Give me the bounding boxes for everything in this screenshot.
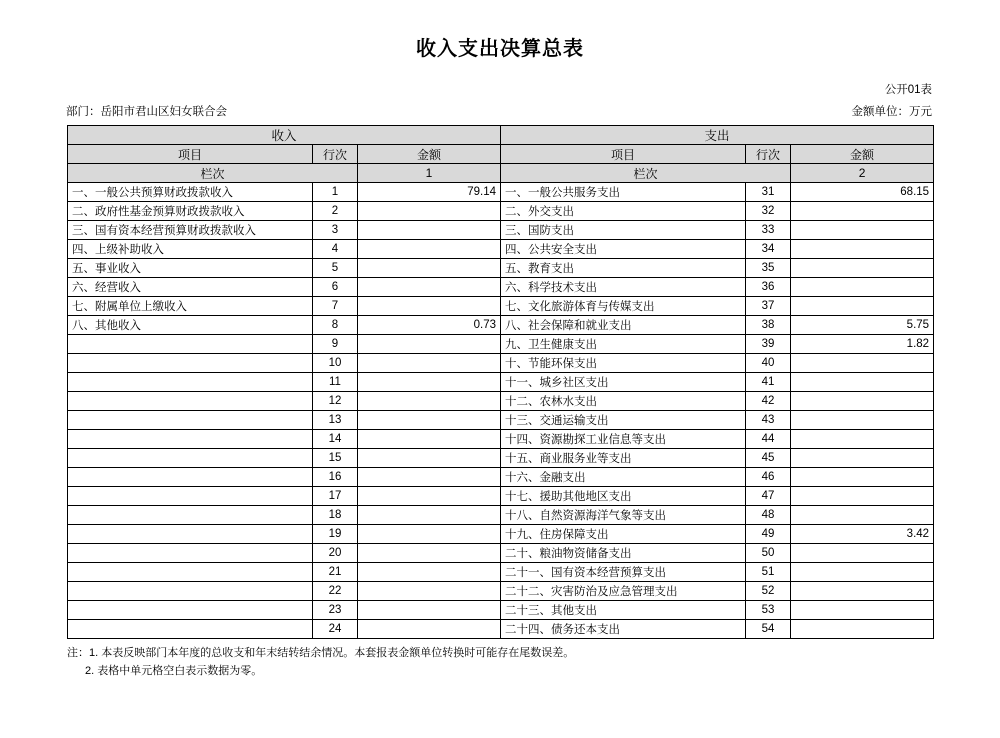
income-item-cell: [68, 354, 313, 373]
budget-table: [67, 125, 934, 639]
expenditure-amount-cell: [791, 620, 934, 639]
income-amount-cell: [358, 335, 501, 354]
expenditure-rowno-cell: 39: [746, 335, 791, 354]
income-amount-cell: [358, 430, 501, 449]
expenditure-item-cell: 七、文化旅游体育与传媒支出: [501, 297, 746, 316]
income-amount-cell: [358, 582, 501, 601]
table-row: [68, 506, 934, 525]
expenditure-amount-cell: [791, 373, 934, 392]
income-amount-cell: [358, 411, 501, 430]
note-line-2: 2. 表格中单元格空白表示数据为零。: [85, 664, 263, 677]
table-row: [68, 316, 934, 335]
income-item-cell: [68, 487, 313, 506]
income-item-cell: [68, 430, 313, 449]
table-row: [68, 620, 934, 639]
income-item-cell: 七、附属单位上缴收入: [68, 297, 313, 316]
group-header-expenditure: 支出: [501, 126, 934, 145]
expenditure-rowno-cell: 49: [746, 525, 791, 544]
expenditure-rowno-cell: 34: [746, 240, 791, 259]
income-item-cell: [68, 563, 313, 582]
income-amount-cell: [358, 449, 501, 468]
income-amount-cell: [358, 525, 501, 544]
form-code-label: 公开01表: [884, 84, 932, 96]
table-row: [68, 392, 934, 411]
income-amount-cell: [358, 620, 501, 639]
table-row: [68, 468, 934, 487]
department-label: 部门：岳阳市君山区妇女联合会: [66, 106, 227, 118]
expenditure-amount-cell: [791, 506, 934, 525]
column-header-expenditure-amount: 金额: [791, 145, 934, 164]
income-rowno-cell: 23: [313, 601, 358, 620]
expenditure-amount-cell: [791, 240, 934, 259]
expenditure-item-cell: 二十二、灾害防治及应急管理支出: [501, 582, 746, 601]
expenditure-rowno-cell: 46: [746, 468, 791, 487]
income-item-cell: [68, 620, 313, 639]
income-item-cell: 一、一般公共预算财政拨款收入: [68, 183, 313, 202]
expenditure-item-cell: 十六、金融支出: [501, 468, 746, 487]
income-amount-cell: [358, 544, 501, 563]
group-header-income: 收入: [68, 126, 501, 145]
expenditure-item-cell: 十、节能环保支出: [501, 354, 746, 373]
income-rowno-cell: 1: [313, 183, 358, 202]
expenditure-item-cell: 五、教育支出: [501, 259, 746, 278]
income-item-cell: 五、事业收入: [68, 259, 313, 278]
income-rowno-cell: 3: [313, 221, 358, 240]
table-row: [68, 544, 934, 563]
income-item-cell: [68, 506, 313, 525]
column-index-label-income: 栏次: [68, 164, 358, 183]
table-row: [68, 335, 934, 354]
expenditure-amount-cell: 68.15: [791, 183, 934, 202]
income-amount-cell: 79.14: [358, 183, 501, 202]
table-column-index-row: [68, 164, 934, 183]
income-amount-cell: [358, 259, 501, 278]
expenditure-amount-cell: [791, 202, 934, 221]
income-amount-cell: [358, 487, 501, 506]
income-item-cell: 六、经营收入: [68, 278, 313, 297]
income-rowno-cell: 5: [313, 259, 358, 278]
income-amount-cell: [358, 202, 501, 221]
column-header-income-rowno: 行次: [313, 145, 358, 164]
column-index-label-expenditure: 栏次: [501, 164, 791, 183]
budget-table-wrapper: [67, 125, 933, 639]
expenditure-amount-cell: [791, 468, 934, 487]
income-item-cell: [68, 525, 313, 544]
expenditure-amount-cell: [791, 582, 934, 601]
income-item-cell: [68, 335, 313, 354]
expenditure-item-cell: 二十、粮油物资储备支出: [501, 544, 746, 563]
expenditure-rowno-cell: 43: [746, 411, 791, 430]
expenditure-item-cell: 十五、商业服务业等支出: [501, 449, 746, 468]
meta-row: [0, 103, 1000, 119]
income-amount-cell: [358, 240, 501, 259]
income-amount-cell: [358, 506, 501, 525]
income-amount-cell: [358, 373, 501, 392]
income-rowno-cell: 13: [313, 411, 358, 430]
expenditure-amount-cell: 5.75: [791, 316, 934, 335]
income-amount-cell: [358, 354, 501, 373]
expenditure-rowno-cell: 45: [746, 449, 791, 468]
table-row: [68, 354, 934, 373]
note-line-1: 注：1. 本表反映部门本年度的总收支和年末结转结余情况。本套报表金额单位转换时可能存在尾数误差。: [67, 647, 575, 659]
amount-unit-label: 金额单位：万元: [851, 106, 932, 118]
income-rowno-cell: 11: [313, 373, 358, 392]
expenditure-amount-cell: [791, 544, 934, 563]
expenditure-item-cell: 六、科学技术支出: [501, 278, 746, 297]
table-row: [68, 259, 934, 278]
income-rowno-cell: 8: [313, 316, 358, 335]
document-page: [0, 32, 1000, 738]
expenditure-rowno-cell: 36: [746, 278, 791, 297]
expenditure-amount-cell: [791, 563, 934, 582]
expenditure-amount-cell: [791, 392, 934, 411]
table-row: [68, 373, 934, 392]
income-item-cell: [68, 373, 313, 392]
income-rowno-cell: 20: [313, 544, 358, 563]
income-item-cell: [68, 468, 313, 487]
expenditure-rowno-cell: 32: [746, 202, 791, 221]
income-rowno-cell: 2: [313, 202, 358, 221]
table-row: [68, 240, 934, 259]
income-amount-cell: [358, 563, 501, 582]
column-header-expenditure-rowno: 行次: [746, 145, 791, 164]
income-item-cell: [68, 449, 313, 468]
expenditure-item-cell: 十二、农林水支出: [501, 392, 746, 411]
income-amount-cell: [358, 468, 501, 487]
expenditure-item-cell: 三、国防支出: [501, 221, 746, 240]
income-amount-cell: [358, 221, 501, 240]
page-title: 收入支出决算总表: [416, 38, 584, 60]
expenditure-rowno-cell: 53: [746, 601, 791, 620]
income-amount-cell: [358, 392, 501, 411]
income-item-cell: [68, 601, 313, 620]
expenditure-item-cell: 九、卫生健康支出: [501, 335, 746, 354]
income-amount-cell: 0.73: [358, 316, 501, 335]
income-rowno-cell: 19: [313, 525, 358, 544]
expenditure-item-cell: 十七、援助其他地区支出: [501, 487, 746, 506]
expenditure-rowno-cell: 33: [746, 221, 791, 240]
column-header-income-item: 项目: [68, 145, 313, 164]
income-rowno-cell: 16: [313, 468, 358, 487]
expenditure-amount-cell: 1.82: [791, 335, 934, 354]
income-item-cell: [68, 544, 313, 563]
table-row: [68, 563, 934, 582]
income-item-cell: [68, 392, 313, 411]
expenditure-item-cell: 二、外交支出: [501, 202, 746, 221]
expenditure-item-cell: 二十一、国有资本经营预算支出: [501, 563, 746, 582]
expenditure-item-cell: 四、公共安全支出: [501, 240, 746, 259]
table-row: [68, 582, 934, 601]
income-item-cell: 八、其他收入: [68, 316, 313, 335]
income-item-cell: 二、政府性基金预算财政拨款收入: [68, 202, 313, 221]
table-row: [68, 202, 934, 221]
income-item-cell: 四、上级补助收入: [68, 240, 313, 259]
expenditure-amount-cell: 3.42: [791, 525, 934, 544]
expenditure-amount-cell: [791, 354, 934, 373]
table-row: [68, 183, 934, 202]
income-rowno-cell: 17: [313, 487, 358, 506]
expenditure-rowno-cell: 31: [746, 183, 791, 202]
table-row: [68, 221, 934, 240]
table-row: [68, 411, 934, 430]
expenditure-amount-cell: [791, 487, 934, 506]
expenditure-item-cell: 十九、住房保障支出: [501, 525, 746, 544]
expenditure-amount-cell: [791, 221, 934, 240]
expenditure-item-cell: 二十四、债务还本支出: [501, 620, 746, 639]
table-group-header-row: [68, 126, 934, 145]
income-item-cell: 三、国有资本经营预算财政拨款收入: [68, 221, 313, 240]
expenditure-rowno-cell: 37: [746, 297, 791, 316]
column-header-expenditure-item: 项目: [501, 145, 746, 164]
expenditure-amount-cell: [791, 411, 934, 430]
table-notes: [67, 645, 933, 680]
expenditure-rowno-cell: 50: [746, 544, 791, 563]
income-rowno-cell: 22: [313, 582, 358, 601]
table-row: [68, 525, 934, 544]
income-rowno-cell: 18: [313, 506, 358, 525]
expenditure-item-cell: 十三、交通运输支出: [501, 411, 746, 430]
expenditure-item-cell: 八、社会保障和就业支出: [501, 316, 746, 335]
expenditure-rowno-cell: 47: [746, 487, 791, 506]
column-index-expenditure: 2: [791, 164, 934, 183]
expenditure-amount-cell: [791, 297, 934, 316]
income-rowno-cell: 24: [313, 620, 358, 639]
income-rowno-cell: 9: [313, 335, 358, 354]
income-rowno-cell: 7: [313, 297, 358, 316]
expenditure-amount-cell: [791, 259, 934, 278]
table-row: [68, 430, 934, 449]
income-rowno-cell: 15: [313, 449, 358, 468]
income-rowno-cell: 10: [313, 354, 358, 373]
expenditure-amount-cell: [791, 601, 934, 620]
income-rowno-cell: 4: [313, 240, 358, 259]
expenditure-amount-cell: [791, 278, 934, 297]
income-amount-cell: [358, 278, 501, 297]
expenditure-amount-cell: [791, 430, 934, 449]
income-amount-cell: [358, 601, 501, 620]
expenditure-rowno-cell: 35: [746, 259, 791, 278]
table-row: [68, 487, 934, 506]
income-rowno-cell: 12: [313, 392, 358, 411]
table-row: [68, 601, 934, 620]
table-column-header-row: [68, 145, 934, 164]
table-row: [68, 297, 934, 316]
expenditure-rowno-cell: 40: [746, 354, 791, 373]
income-item-cell: [68, 411, 313, 430]
expenditure-rowno-cell: 38: [746, 316, 791, 335]
table-row: [68, 449, 934, 468]
expenditure-rowno-cell: 51: [746, 563, 791, 582]
expenditure-item-cell: 一、一般公共服务支出: [501, 183, 746, 202]
income-rowno-cell: 6: [313, 278, 358, 297]
table-row: [68, 278, 934, 297]
expenditure-item-cell: 十一、城乡社区支出: [501, 373, 746, 392]
column-index-income: 1: [358, 164, 501, 183]
income-amount-cell: [358, 297, 501, 316]
income-item-cell: [68, 582, 313, 601]
expenditure-item-cell: 二十三、其他支出: [501, 601, 746, 620]
expenditure-item-cell: 十四、资源勘探工业信息等支出: [501, 430, 746, 449]
expenditure-rowno-cell: 42: [746, 392, 791, 411]
expenditure-rowno-cell: 44: [746, 430, 791, 449]
expenditure-rowno-cell: 41: [746, 373, 791, 392]
expenditure-rowno-cell: 48: [746, 506, 791, 525]
expenditure-rowno-cell: 52: [746, 582, 791, 601]
income-rowno-cell: 14: [313, 430, 358, 449]
income-rowno-cell: 21: [313, 563, 358, 582]
expenditure-amount-cell: [791, 449, 934, 468]
expenditure-item-cell: 十八、自然资源海洋气象等支出: [501, 506, 746, 525]
column-header-income-amount: 金额: [358, 145, 501, 164]
expenditure-rowno-cell: 54: [746, 620, 791, 639]
